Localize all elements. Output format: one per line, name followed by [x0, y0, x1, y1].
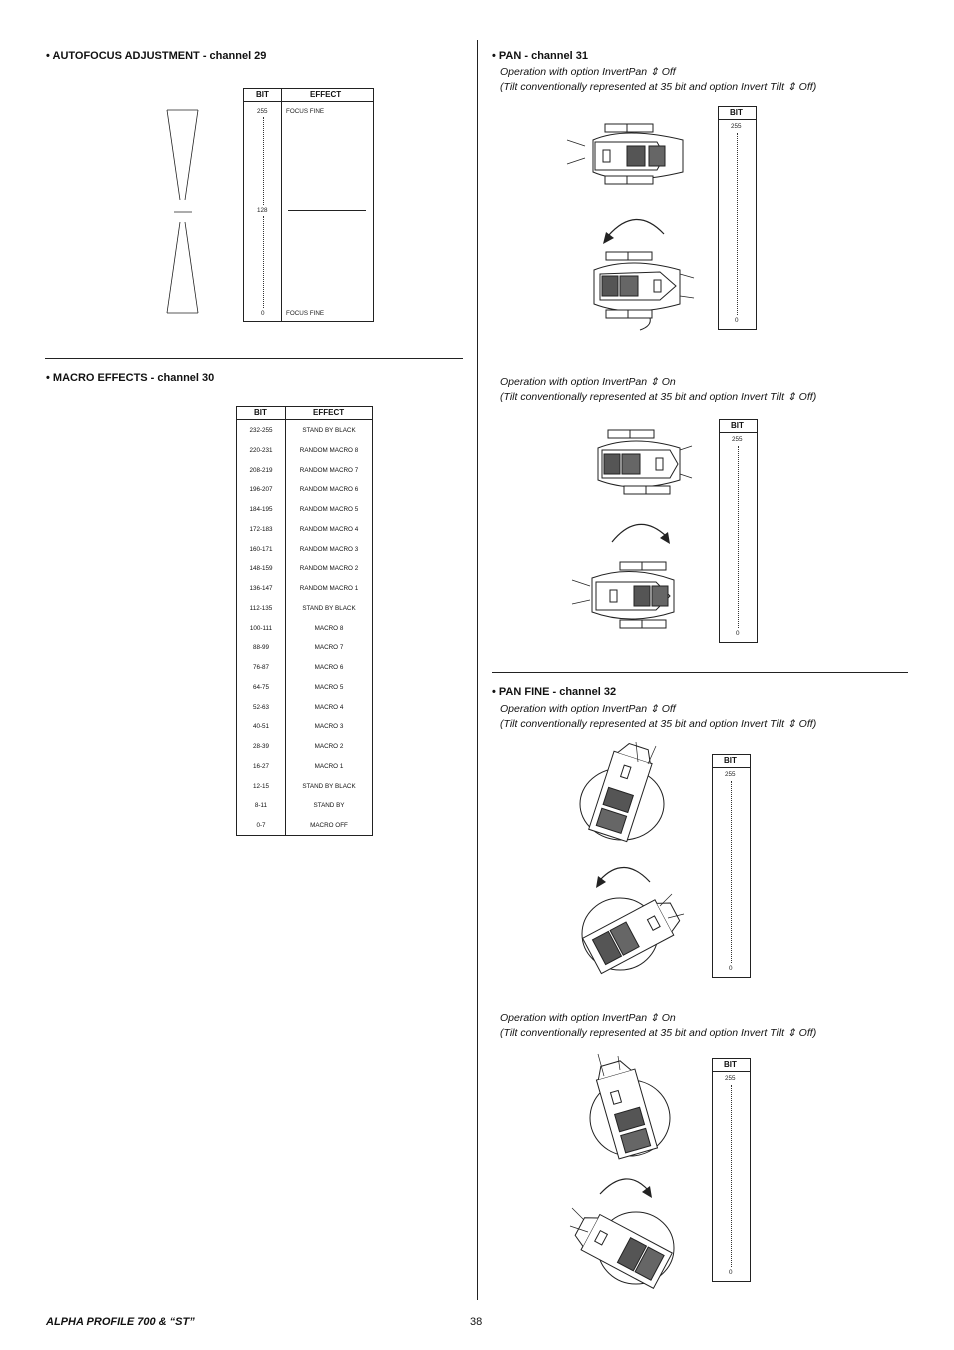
effect-bottom-label: FOCUS FINE	[286, 310, 325, 317]
bit-0-label: 0	[735, 317, 739, 324]
bit-scale-upper	[263, 117, 264, 205]
bit-header-label: BIT	[730, 108, 743, 117]
rotation-arrow-icon	[600, 210, 670, 248]
bit-col-header: BIT	[254, 408, 267, 417]
macro-effect: RANDOM MACRO 3	[299, 545, 359, 553]
macro-bit-range: 88-99	[252, 644, 270, 652]
table-row	[237, 661, 372, 675]
macro-effect: STAND BY BLACK	[302, 604, 356, 612]
bit-255-label: 255	[725, 771, 736, 778]
macro-effect: STAND BY BLACK	[302, 427, 356, 434]
bit-scale-line	[731, 781, 732, 963]
bit-128-label: 128	[257, 207, 268, 214]
macro-bit-range: 136-147	[249, 585, 273, 592]
macro-effect: RANDOM MACRO 5	[299, 506, 359, 513]
macro-bit-range: 8-11	[254, 802, 268, 810]
macro-effect: RANDOM MACRO 4	[299, 525, 359, 533]
table-row	[237, 503, 372, 517]
table-row	[237, 483, 372, 497]
macro-bit-range: 52-63	[252, 703, 270, 711]
panfine-option-line-4: (Tilt conventionally represented at 35 bit and option Invert Tilt ⇕ Off)	[500, 1027, 817, 1039]
bit-header-label: BIT	[724, 1060, 737, 1069]
autofocus-heading: • AUTOFOCUS ADJUSTMENT - channel 29	[46, 50, 267, 62]
panfine-option-line-1: Operation with option InvertPan ⇕ Off	[500, 703, 676, 715]
autofocus-table	[243, 88, 374, 322]
bit-255-label: 255	[725, 1075, 736, 1082]
focus-beam-icon	[166, 108, 200, 318]
table-row	[237, 424, 372, 438]
rotation-arrow-icon	[594, 858, 654, 888]
section-divider-left	[45, 358, 463, 359]
bit-header-label: BIT	[731, 421, 744, 430]
macro-table-header	[237, 407, 372, 420]
bit-col-header: BIT	[256, 90, 269, 99]
bit-scale-header	[719, 107, 756, 120]
macro-effect: MACRO 7	[314, 644, 344, 652]
table-row	[237, 543, 372, 557]
bit-0-label: 0	[736, 630, 740, 637]
macro-effect: RANDOM MACRO 6	[299, 486, 359, 494]
macro-effect: RANDOM MACRO 2	[299, 565, 359, 573]
macro-effect: MACRO 5	[314, 683, 344, 691]
macro-effect: RANDOM MACRO 1	[299, 585, 359, 592]
pan-bit-scale-2	[719, 419, 758, 643]
autofocus-table-header	[244, 89, 373, 102]
bit-header-label: BIT	[724, 756, 737, 765]
table-row	[237, 760, 372, 774]
macro-effect: RANDOM MACRO 8	[299, 446, 359, 454]
effect-col-header: EFFECT	[310, 90, 342, 99]
table-row	[237, 799, 372, 813]
bit-0-label: 0	[261, 310, 265, 317]
table-row	[237, 780, 372, 794]
macro-bit-range: 12-15	[252, 782, 270, 790]
table-row	[237, 740, 372, 754]
effect-top-label: FOCUS FINE	[286, 108, 325, 115]
macro-bit-range: 184-195	[249, 506, 273, 513]
macro-bit-range: 40-51	[252, 723, 270, 731]
bit-scale-line	[731, 1085, 732, 1267]
table-row	[237, 562, 372, 576]
moving-head-top-view-inverted	[594, 428, 694, 500]
macro-effect: MACRO 6	[314, 664, 344, 671]
bit-0-label: 0	[729, 965, 733, 972]
bit-scale-lower	[263, 216, 264, 308]
pan-option-line-2: (Tilt conventionally represented at 35 bit and option Invert Tilt ⇕ Off)	[500, 81, 817, 93]
autofocus-col-divider	[281, 89, 282, 321]
bit-0-label: 0	[729, 1269, 733, 1276]
panfine-option-line-2: (Tilt conventionally represented at 35 bit and option Invert Tilt ⇕ Off)	[500, 718, 817, 730]
macro-bit-range: 160-171	[249, 545, 273, 553]
bit-255-label: 255	[731, 123, 742, 130]
bit-scale-header	[720, 420, 757, 433]
table-row	[237, 444, 372, 458]
macro-effect: MACRO 8	[314, 624, 344, 632]
macro-bit-range: 112-135	[249, 604, 273, 612]
page-number: 38	[470, 1316, 483, 1328]
macro-effect: MACRO OFF	[310, 822, 348, 829]
table-row	[237, 720, 372, 734]
macro-heading: • MACRO EFFECTS - channel 30	[46, 372, 215, 384]
table-row	[237, 464, 372, 478]
rotation-arrow-icon	[608, 514, 672, 546]
macro-table	[236, 406, 373, 836]
macro-effect: MACRO 2	[314, 743, 344, 750]
macro-bit-range: 208-219	[249, 466, 273, 474]
macro-bit-range: 16-27	[252, 762, 270, 770]
pan-bit-scale-1	[718, 106, 757, 330]
macro-bit-range: 232-255	[249, 427, 273, 434]
bit-scale-header	[713, 755, 750, 768]
rotation-arrow-icon	[596, 1170, 656, 1200]
panfine-option-line-3: Operation with option InvertPan ⇕ On	[500, 1012, 676, 1024]
macro-effect: MACRO 3	[314, 723, 344, 731]
moving-head-tilted-rotated-view-inverted	[568, 1206, 678, 1290]
table-row	[237, 523, 372, 537]
table-row	[237, 701, 372, 715]
bit-scale-header	[713, 1059, 750, 1072]
macro-bit-range: 100-111	[249, 624, 273, 632]
macro-effect: STAND BY BLACK	[302, 782, 356, 790]
pan-option-line-3: Operation with option InvertPan ⇕ On	[500, 376, 676, 388]
product-footer: ALPHA PROFILE 700 & “ST”	[46, 1316, 195, 1328]
macro-bit-range: 196-207	[249, 486, 273, 494]
macro-effect: MACRO 1	[314, 762, 344, 770]
macro-bit-range: 0-7	[256, 822, 266, 829]
macro-bit-range: 64-75	[252, 683, 270, 691]
bit-scale-line	[737, 133, 738, 315]
pan-option-line-4: (Tilt conventionally represented at 35 bit and option Invert Tilt ⇕ Off)	[500, 391, 817, 403]
effect-mid-line	[288, 210, 366, 211]
table-row	[237, 602, 372, 616]
macro-bit-range: 76-87	[252, 664, 270, 671]
macro-bit-range: 220-231	[249, 446, 273, 454]
moving-head-rotated-view	[590, 248, 700, 328]
table-row	[237, 819, 372, 833]
bit-255-label: 255	[732, 436, 743, 443]
moving-head-tilted-view	[578, 742, 668, 842]
effect-col-header: EFFECT	[313, 408, 345, 417]
pan-heading: • PAN - channel 31	[492, 50, 588, 62]
macro-bit-range: 148-159	[249, 565, 273, 573]
macro-bit-range: 28-39	[252, 743, 270, 750]
moving-head-tilted-rotated-view	[580, 892, 690, 976]
moving-head-top-view	[565, 120, 685, 190]
table-row	[237, 681, 372, 695]
column-divider	[477, 40, 478, 1300]
bit-scale-line	[738, 446, 739, 628]
macro-effect: STAND BY	[313, 802, 345, 810]
macro-effect: MACRO 4	[314, 703, 344, 711]
pan-option-line-1: Operation with option InvertPan ⇕ Off	[500, 66, 676, 78]
bit-255-label: 255	[257, 108, 268, 115]
table-row	[237, 622, 372, 636]
macro-effect: RANDOM MACRO 7	[299, 466, 359, 474]
table-row	[237, 582, 372, 596]
section-divider-right	[492, 672, 908, 673]
table-row	[237, 641, 372, 655]
panfine-heading: • PAN FINE - channel 32	[492, 686, 617, 698]
macro-bit-range: 172-183	[249, 525, 273, 533]
panfine-bit-scale-2	[712, 1058, 751, 1282]
moving-head-rotated-view-inverted	[570, 558, 680, 638]
moving-head-tilted-view-inverted	[586, 1054, 676, 1160]
panfine-bit-scale-1	[712, 754, 751, 978]
